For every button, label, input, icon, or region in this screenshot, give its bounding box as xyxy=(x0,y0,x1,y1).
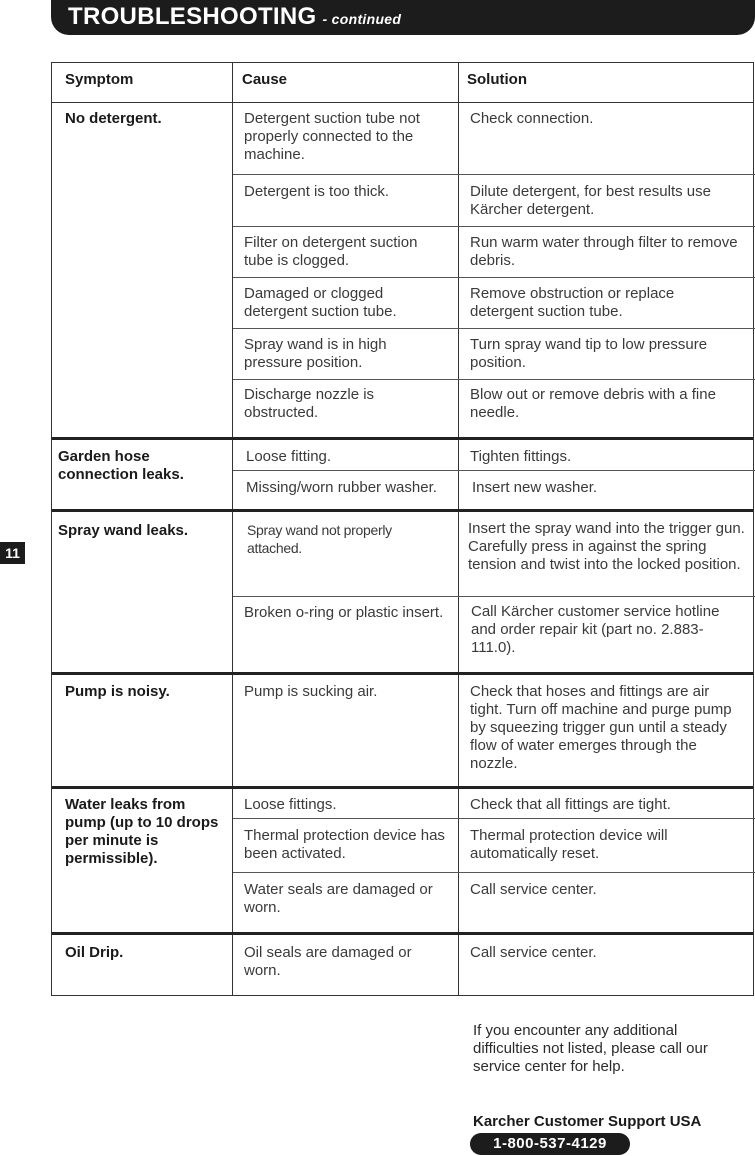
cause-cell: Spray wand not properly attached. xyxy=(247,522,392,556)
help-note: If you encounter any additional difficulties not listed, please call our service center for help. xyxy=(473,1022,708,1075)
solution-cell: Call service center. xyxy=(470,881,597,898)
solution-cell: Insert the spray wand into the trigger gun. Carefully press in against the spring tension and twist into the locked position. xyxy=(468,520,745,573)
cause-cell: Oil seals are damaged or worn. xyxy=(244,944,412,979)
solution-cell: Tighten fittings. xyxy=(470,448,572,465)
cause-cell: Damaged or clogged detergent suction tube. xyxy=(244,285,397,320)
column-header-cause: Cause xyxy=(242,71,288,88)
symptom-cell: Oil Drip. xyxy=(65,944,124,961)
column-header-symptom: Symptom xyxy=(65,71,134,88)
solution-cell: Call service center. xyxy=(470,944,597,961)
solution-cell: Remove obstruction or replace detergent suction tube. xyxy=(470,285,675,320)
solution-cell: Insert new washer. xyxy=(472,479,598,496)
symptom-cell: Garden hose connection leaks. xyxy=(58,448,184,483)
symptom-cell: No detergent. xyxy=(65,110,162,127)
support-phone-number: 1-800-537-4129 xyxy=(470,1133,630,1155)
cause-cell: Loose fitting. xyxy=(246,448,332,465)
support-label: Karcher Customer Support USA xyxy=(473,1113,702,1130)
cause-cell: Missing/worn rubber washer. xyxy=(246,479,437,496)
solution-cell: Run warm water through filter to remove debris. xyxy=(470,234,738,269)
cause-cell: Detergent suction tube not properly connected to the machine. xyxy=(244,110,420,163)
solution-cell: Turn spray wand tip to low pressure position. xyxy=(470,336,708,371)
cause-cell: Spray wand is in high pressure position. xyxy=(244,336,387,371)
solution-cell: Check connection. xyxy=(470,110,594,127)
cause-cell: Detergent is too thick. xyxy=(244,183,390,200)
cause-cell: Thermal protection device has been activated. xyxy=(244,827,445,862)
solution-cell: Thermal protection device will automatically reset. xyxy=(470,827,668,862)
column-header-solution: Solution xyxy=(467,71,527,88)
solution-cell: Call Kärcher customer service hotline and order repair kit (part no. 2.883-111.0). xyxy=(471,603,720,656)
cause-cell: Pump is sucking air. xyxy=(244,683,378,700)
cause-cell: Water seals are damaged or worn. xyxy=(244,881,433,916)
cause-cell: Broken o-ring or plastic insert. xyxy=(244,604,444,621)
cause-cell: Filter on detergent suction tube is clogged. xyxy=(244,234,418,269)
symptom-cell: Water leaks from pump (up to 10 drops per minute is permissible). xyxy=(65,796,219,867)
solution-cell: Check that hoses and fittings are air tight. Turn off machine and purge pump by squeezing trigger gun until a steady flow of water emerges through the nozzle. xyxy=(470,683,732,772)
solution-cell: Dilute detergent, for best results use Kärcher detergent. xyxy=(470,183,711,218)
cause-cell: Discharge nozzle is obstructed. xyxy=(244,386,375,421)
page-number-tab: 11 xyxy=(0,542,25,564)
page-title: TROUBLESHOOTING - continued xyxy=(68,3,402,30)
page-subtitle: - continued xyxy=(322,11,402,27)
cause-cell: Loose fittings. xyxy=(244,796,337,813)
solution-cell: Check that all fittings are tight. xyxy=(470,796,671,813)
solution-cell: Blow out or remove debris with a fine needle. xyxy=(470,386,716,421)
symptom-cell: Spray wand leaks. xyxy=(58,522,189,539)
symptom-cell: Pump is noisy. xyxy=(65,683,170,700)
page-header xyxy=(51,0,755,35)
troubleshooting-table xyxy=(51,62,754,996)
